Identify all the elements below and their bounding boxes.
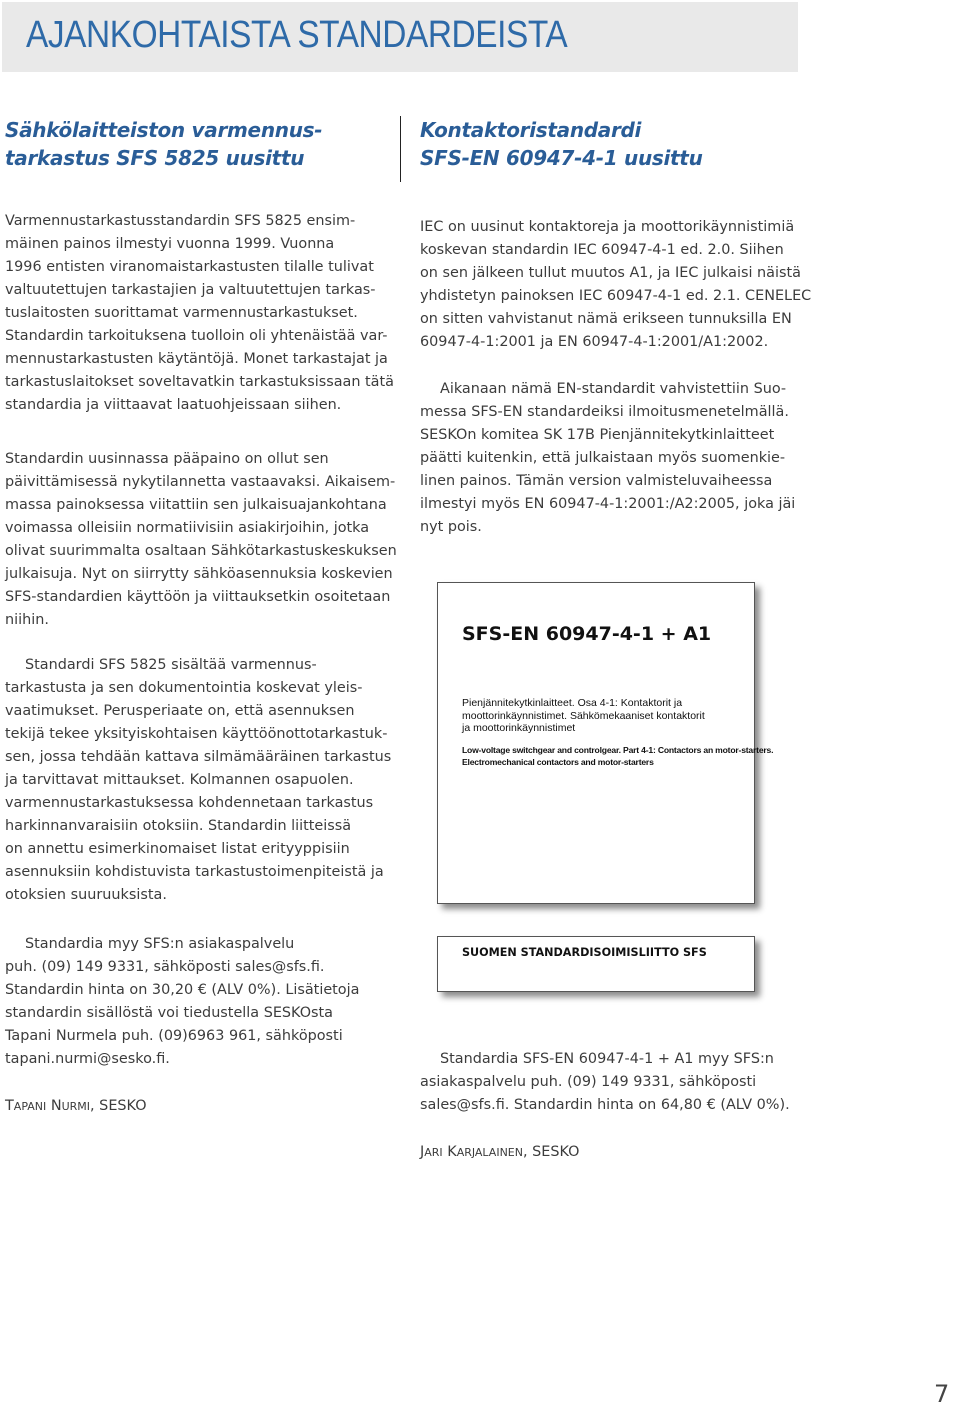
- text-line: 1996 entisten viranomaistarkastusten tilalle tulivat: [5, 259, 374, 275]
- text-line: mäinen painos ilmestyi vuonna 1999. Vuonna: [5, 236, 335, 252]
- byline-part: URMI: [61, 1100, 91, 1113]
- byline-part: K: [447, 1144, 457, 1160]
- text-line: koskevan standardin IEC 60947-4-1 ed. 2.0. Siihen: [420, 242, 784, 258]
- text-line: Standardia myy SFS:n asiakaspalvelu: [25, 936, 295, 952]
- text-line: tarkastuslaitokset soveltavatkin tarkastuksissaan tätä: [5, 374, 394, 390]
- text-line: SESKOn komitea SK 17B Pienjännitekytkinlaitteet: [420, 427, 775, 443]
- byline-part: J: [420, 1144, 425, 1160]
- text-line: julkaisuja. Nyt on siirrytty sähköasennuksia koskevien: [5, 566, 393, 582]
- byline-part: ARJALAINEN: [456, 1146, 523, 1159]
- text-line: tarkastusta ja sen dokumentointia koskevat yleis-: [5, 680, 363, 696]
- standard-cover-english-title: [462, 744, 773, 768]
- text-line: Standardin hinta on 30,20 € (ALV 0%). Lisätietoja: [5, 982, 360, 998]
- right-paragraph-1: [420, 216, 811, 354]
- left-paragraph-4: [5, 933, 359, 1071]
- publisher-box: [437, 936, 755, 992]
- text-line: messa SFS-EN standardeiksi ilmoitusmenetelmällä.: [420, 404, 789, 420]
- text-line: tarkastus SFS 5825 uusittu: [5, 146, 305, 170]
- text-line: massa painoksessa viitattiin sen julkaisuajankohtana: [5, 497, 387, 513]
- text-line: yhdistetyn painoksen IEC 60947-4-1 ed. 2.1. CENELEC: [420, 288, 812, 304]
- text-line: Electromechanical contactors and motor-starters: [462, 757, 654, 767]
- text-line: tapani.nurmi@sesko.fi.: [5, 1051, 170, 1067]
- text-line: Standardin uusinnassa pääpaino on ollut sen: [5, 451, 329, 467]
- byline-part: [420, 1144, 523, 1160]
- text-line: valtuutettujen tarkastajien ja valtuutettujen tarkas-: [5, 282, 376, 298]
- left-article-heading: [5, 116, 322, 172]
- standard-cover-finnish-title: [462, 697, 705, 735]
- text-line: otoksien suuruuksista.: [5, 887, 167, 903]
- text-line: Standardin tarkoituksena tuolloin oli yhtenäistää var-: [5, 328, 388, 344]
- left-paragraph-3: [5, 654, 391, 907]
- text-line: päivittämisessä nykytilannetta vastaavaksi. Aikaisem-: [5, 474, 396, 490]
- right-author-byline: [420, 1144, 580, 1160]
- byline-part: N: [50, 1098, 62, 1114]
- left-paragraph-2: [5, 448, 397, 632]
- left-paragraph-1: [5, 210, 394, 417]
- byline-part: , SESKO: [523, 1144, 580, 1160]
- byline-part: APANI: [13, 1100, 47, 1113]
- standard-cover-box: [437, 582, 774, 904]
- page-number: 7: [934, 1380, 950, 1408]
- text-line: Tapani Nurmela puh. (09)6963 961, sähköposti: [5, 1028, 343, 1044]
- byline-part: [5, 1098, 90, 1114]
- text-line: Kontaktoristandardi: [420, 118, 642, 142]
- text-line: Varmennustarkastusstandardin SFS 5825 ensim-: [5, 213, 356, 229]
- section-banner: [2, 2, 798, 72]
- text-line: tuslaitosten suorittamat varmennustarkastukset.: [5, 305, 358, 321]
- text-line: asennuksiin kohdistuvista tarkastustoimenpiteistä ja: [5, 864, 384, 880]
- text-line: tekijä tekee yksityiskohtaisen käyttöönottotarkastuk-: [5, 726, 388, 742]
- byline-part: ARI: [424, 1146, 443, 1159]
- text-line: on sitten vahvistanut nämä erikseen tunnuksilla EN: [420, 311, 792, 327]
- text-line: Standardi SFS 5825 sisältää varmennus-: [25, 657, 317, 673]
- text-line: vaatimukset. Perusperiaate on, että asennuksen: [5, 703, 355, 719]
- text-line: olivat suurimmalta osaltaan Sähkötarkastuskeskuksen: [5, 543, 397, 559]
- byline-part: T: [5, 1098, 14, 1114]
- text-line: ja moottorinkäynnistimet: [462, 722, 576, 734]
- text-line: varmennustarkastuksessa kohdennetaan tarkastus: [5, 795, 374, 811]
- text-line: sales@sfs.fi. Standardin hinta on 64,80 € (ALV 0%).: [420, 1097, 790, 1113]
- text-line: on annettu esimerkinomaiset listat erityyppisiin: [5, 841, 350, 857]
- right-article-heading: [420, 116, 703, 172]
- column-divider: [400, 116, 401, 182]
- text-line: Standardia SFS-EN 60947-4-1 + A1 myy SFS:n: [440, 1051, 774, 1067]
- section-title: AJANKOHTAISTA STANDARDEISTA: [26, 14, 568, 56]
- text-line: puh. (09) 149 9331, sähköposti sales@sfs.fi.: [5, 959, 325, 975]
- text-line: linen painos. Tämän version valmisteluvaiheessa: [420, 473, 773, 489]
- text-line: Pienjännitekytkinlaitteet. Osa 4-1: Kontaktorit ja: [462, 697, 683, 709]
- text-line: SFS-standardien käyttöön ja viittauksetkin osoitetaan: [5, 589, 391, 605]
- text-line: IEC on uusinut kontaktoreja ja moottorikäynnistimiä: [420, 219, 795, 235]
- text-line: standardia ja viittaavat laatuohjeissaan siihen.: [5, 397, 342, 413]
- text-line: asiakaspalvelu puh. (09) 149 9331, sähköposti: [420, 1074, 757, 1090]
- byline-part: , SESKO: [90, 1098, 147, 1114]
- left-author-byline: [5, 1098, 147, 1114]
- text-line: ja tarvittavat mittaukset. Kolmannen osapuolen.: [5, 772, 354, 788]
- standard-cover-title: SFS-EN 60947-4-1 + A1: [462, 623, 712, 645]
- right-paragraph-3: [420, 1048, 790, 1117]
- text-line: moottorinkäynnistimet. Sähkömekaaniset kontaktorit: [462, 709, 705, 722]
- text-line: standardin sisällöstä voi tiedustella SESKOsta: [5, 1005, 333, 1021]
- text-line: Aikanaan nämä EN-standardit vahvistettiin Suo-: [440, 381, 787, 397]
- text-line: mennustarkastusten käytäntöjä. Monet tarkastajat ja: [5, 351, 388, 367]
- text-line: sen, jossa tehdään kattava silmämääräinen tarkastus: [5, 749, 392, 765]
- text-line: nyt pois.: [420, 519, 482, 535]
- publisher-name: SUOMEN STANDARDISOIMISLIITTO SFS: [462, 946, 707, 959]
- text-line: Low-voltage switchgear and controlgear. Part 4-1: Contactors an motor-starters.: [462, 745, 774, 755]
- text-line: 60947-4-1:2001 ja EN 60947-4-1:2001/A1:2002.: [420, 334, 769, 350]
- text-line: voimassa olleisiin normatiivisiin asiakirjoihin, jotka: [5, 520, 370, 536]
- right-paragraph-2: [420, 378, 795, 539]
- text-line: on sen jälkeen tullut muutos A1, ja IEC julkaisi näistä: [420, 265, 801, 281]
- text-line: SFS-EN 60947-4-1 uusittu: [420, 146, 703, 170]
- text-line: niihin.: [5, 612, 49, 628]
- text-line: päätti kuitenkin, että julkaistaan myös suomenkie-: [420, 450, 786, 466]
- text-line: harkinnanvaraisiin otoksiin. Standardin liitteissä: [5, 818, 352, 834]
- text-line: Sähkölaitteiston varmennus-: [5, 118, 323, 142]
- text-line: ilmestyi myös EN 60947-4-1:2001:/A2:2005, joka jäi: [420, 496, 796, 512]
